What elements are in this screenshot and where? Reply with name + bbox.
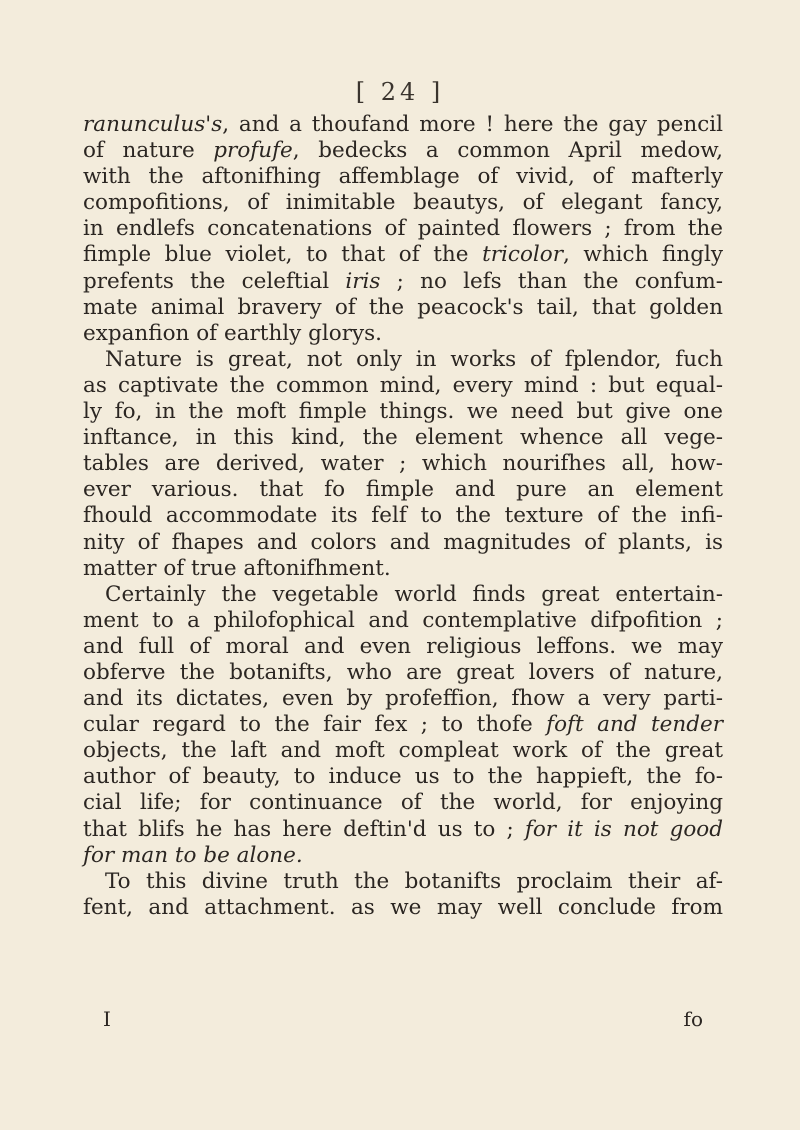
text-line <box>83 712 723 738</box>
text-line <box>83 373 723 399</box>
italic-text: profufe <box>213 138 293 164</box>
text-segment: ; no lefs than the confum- <box>380 268 723 294</box>
text-line <box>83 242 723 268</box>
text-line <box>83 530 723 556</box>
text-segment: objects, the laft and moft compleat work of the great <box>83 738 723 764</box>
text-segment: , which fingly <box>563 242 723 268</box>
text-line <box>83 164 723 190</box>
text-segment: of nature <box>83 138 214 164</box>
text-line <box>83 190 723 216</box>
text-line <box>83 764 723 790</box>
text-line <box>83 634 723 660</box>
page-footer <box>83 1007 723 1031</box>
page-number: [ 24 ] <box>355 78 445 106</box>
italic-text: for man to be alone. <box>83 842 303 868</box>
text-segment: Certainly the vegetable world finds great entertain- <box>105 581 723 607</box>
text-line <box>83 686 723 712</box>
text-segment: ever various. that fo fimple and pure an element <box>83 477 723 503</box>
text-segment: expanfion of earthly glorys. <box>83 320 383 346</box>
text-line <box>83 399 723 425</box>
catchword: fo <box>683 1007 703 1031</box>
text-segment: cial life; for continuance of the world, for enjoying <box>83 790 723 816</box>
text-line <box>83 321 723 347</box>
text-line <box>83 216 723 242</box>
text-segment: To this divine truth the botanifts proclaim their af- <box>105 868 723 894</box>
text-line <box>83 869 723 895</box>
text-line <box>83 582 723 608</box>
text-segment: Nature is great, not only in works of fplendor, fuch <box>105 346 723 372</box>
text-line <box>83 556 723 582</box>
text-segment: , bedecks a common April medow, <box>292 138 723 164</box>
text-line <box>83 843 723 869</box>
text-segment: fent, and attachment. as we may well conclude from <box>83 894 723 920</box>
text-segment: ly fo, in the moft fimple things. we need but give one <box>83 399 723 425</box>
text-segment: tables are derived, water ; which nourifhes all, how- <box>83 451 723 477</box>
text-segment: that blifs he has here deftin'd us to ; <box>83 816 525 842</box>
text-line <box>83 138 723 164</box>
text-segment: mate animal bravery of the peacock's tail, that golden <box>83 294 723 320</box>
italic-text: tricolor <box>482 242 563 268</box>
body-text <box>83 112 723 921</box>
text-line <box>83 817 723 843</box>
text-line <box>83 269 723 295</box>
text-line <box>83 738 723 764</box>
text-segment: and full of moral and even religious leffons. we may <box>83 633 723 659</box>
text-line <box>83 425 723 451</box>
text-segment: , and a thoufand more ! here the gay pencil <box>222 112 723 137</box>
text-segment: as captivate the common mind, every mind : but equal- <box>83 372 723 398</box>
text-segment: obferve the botanifts, who are great lovers of nature, <box>83 659 723 685</box>
text-segment: nity of fhapes and colors and magnitudes of plants, is <box>83 529 723 555</box>
text-line <box>83 790 723 816</box>
text-segment: compofitions, of inimitable beautys, of elegant fancy, <box>83 190 723 216</box>
text-line <box>83 451 723 477</box>
text-segment: fhould accommodate its felf to the texture of the infi- <box>83 503 723 529</box>
text-line <box>83 660 723 686</box>
text-line <box>83 347 723 373</box>
italic-text: for it is not good <box>524 816 723 842</box>
signature-mark: I <box>103 1007 111 1031</box>
text-line <box>83 503 723 529</box>
text-line <box>83 608 723 634</box>
text-segment: ment to a philofophical and contemplative difpofition ; <box>83 607 723 633</box>
text-segment: and its dictates, even by profeffion, fhow a very parti- <box>83 686 723 712</box>
text-line <box>83 477 723 503</box>
text-line <box>83 112 723 138</box>
text-segment: cular regard to the fair fex ; to thofe <box>83 712 547 738</box>
text-segment: with the aftonifhing affemblage of vivid, of mafterly <box>83 164 723 190</box>
text-segment: matter of true aftonifhment. <box>83 555 391 581</box>
text-line <box>83 895 723 921</box>
text-segment: inftance, in this kind, the element whence all vege- <box>83 425 723 451</box>
text-line <box>83 295 723 321</box>
italic-text: ranunculus's <box>83 112 223 137</box>
text-segment: author of beauty, to induce us to the happieft, the fo- <box>83 764 723 790</box>
italic-text: foft and tender <box>546 712 723 738</box>
text-segment: prefents the celeftial <box>83 268 346 294</box>
italic-text: iris <box>345 268 381 294</box>
text-segment: fimple blue violet, to that of the <box>83 242 483 268</box>
text-segment: in endlefs concatenations of painted flowers ; from the <box>83 216 723 242</box>
